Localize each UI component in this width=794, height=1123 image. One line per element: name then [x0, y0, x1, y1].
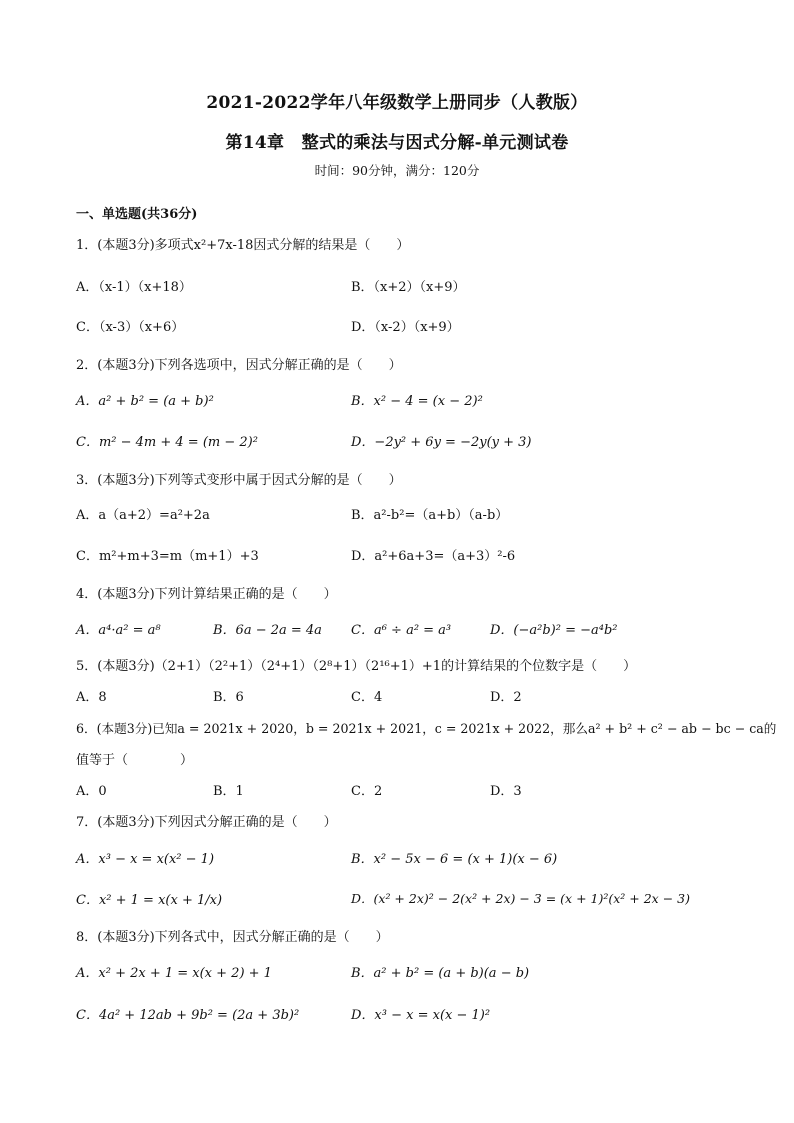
question-4-option-a: A．a⁴·a² = a⁸	[76, 623, 161, 638]
question-8-stem: 8．(本题3分)下列各式中，因式分解正确的是（ ）	[76, 930, 389, 945]
question-1-option-c: C．（x-3）（x+6）	[76, 320, 185, 335]
question-4-stem: 4．(本题3分)下列计算结果正确的是（ ）	[76, 587, 337, 602]
question-6-option-d: D．3	[490, 784, 522, 799]
question-4-option-b: B．6a − 2a = 4a	[213, 623, 322, 638]
question-3-option-a: A．a（a+2）=a²+2a	[76, 508, 210, 523]
question-3-option-c: C．m²+m+3=m（m+1）+3	[76, 549, 259, 564]
question-2-stem: 2．(本题3分)下列各选项中，因式分解正确的是（ ）	[76, 358, 402, 373]
question-6-stem: 6．(本题3分)已知a = 2021x + 2020，b = 2021x + 2021，c = 2021x + 2022，那么a² + b² + c² − ab − bc − ca的	[76, 721, 777, 736]
question-6-option-c: C．2	[351, 784, 383, 799]
exam-title: 2021-2022学年八年级数学上册同步（人教版）	[206, 93, 588, 113]
question-4-option-c: C．a⁶ ÷ a² = a³	[351, 623, 452, 638]
question-5-option-d: D．2	[490, 690, 522, 705]
question-6-option-a: A．0	[76, 784, 107, 799]
question-6-stem-continued: 值等于（ ）	[76, 753, 194, 768]
question-7-option-c: C．x² + 1 = x(x + 1/x)	[76, 893, 223, 908]
question-3-stem: 3．(本题3分)下列等式变形中属于因式分解的是（ ）	[76, 473, 402, 488]
question-8-option-d: D．x³ − x = x(x − 1)²	[351, 1008, 491, 1023]
question-2-option-b: B．x² − 4 = (x − 2)²	[351, 394, 483, 409]
question-4-option-d: D．(−a²b)² = −a⁴b²	[490, 623, 618, 638]
question-8-option-b: B．a² + b² = (a + b)(a − b)	[351, 966, 530, 981]
question-7-option-a: A．x³ − x = x(x² − 1)	[76, 852, 215, 867]
question-2-option-c: C．m² − 4m + 4 = (m − 2)²	[76, 435, 258, 450]
question-2-option-d: D．−2y² + 6y = −2y(y + 3)	[351, 435, 532, 450]
question-5-stem: 5．(本题3分)（2+1）（2²+1）（2⁴+1）（2⁸+1）（2¹⁶+1）+1的计算结果的个位数字是（ ）	[76, 659, 637, 674]
question-8-option-c: C．4a² + 12ab + 9b² = (2a + 3b)²	[76, 1008, 300, 1023]
question-5-option-b: B．6	[213, 690, 244, 705]
question-3-option-b: B．a²-b²=（a+b）（a-b）	[351, 508, 509, 523]
question-6-option-b: B．1	[213, 784, 244, 799]
question-5-option-a: A．8	[76, 690, 107, 705]
question-2-option-a: A．a² + b² = (a + b)²	[76, 394, 214, 409]
chapter-title: 第14章 整式的乘法与因式分解-单元测试卷	[225, 133, 569, 153]
question-7-option-d: D．(x² + 2x)² − 2(x² + 2x) − 3 = (x + 1)²(x² + 2x − 3)	[351, 891, 690, 906]
question-3-option-d: D．a²+6a+3=（a+3）²-6	[351, 549, 516, 564]
question-5-option-c: C．4	[351, 690, 383, 705]
question-7-option-b: B．x² − 5x − 6 = (x + 1)(x − 6)	[351, 852, 558, 867]
question-1-stem: 1．(本题3分)多项式x²+7x-18因式分解的结果是（ ）	[76, 238, 410, 253]
question-1-option-d: D．（x-2）（x+9）	[351, 320, 460, 335]
question-8-option-a: A．x² + 2x + 1 = x(x + 2) + 1	[76, 966, 272, 981]
question-7-stem: 7．(本题3分)下列因式分解正确的是（ ）	[76, 815, 337, 830]
question-1-option-a: A．（x-1）（x+18）	[76, 280, 192, 295]
exam-info: 时间：90分钟，满分：120分	[314, 163, 480, 178]
section-heading: 一、单选题(共36分)	[76, 207, 198, 222]
question-1-option-b: B．（x+2）（x+9）	[351, 280, 466, 295]
